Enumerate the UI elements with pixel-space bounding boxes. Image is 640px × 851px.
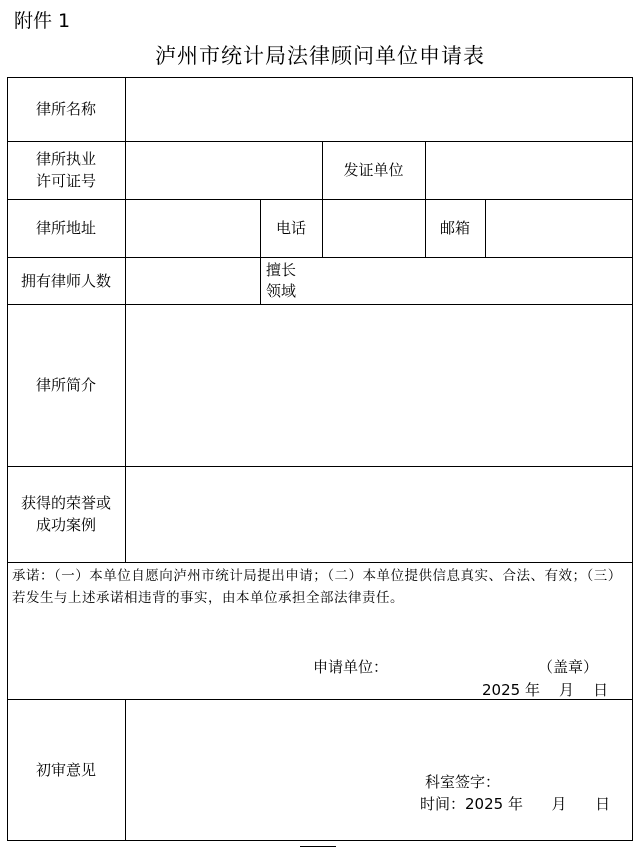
label-intro: 律所简介 <box>35 376 96 394</box>
label-license-number: 律所执业 许可证号 <box>35 150 96 190</box>
label-address: 律所地址 <box>35 219 96 237</box>
label-email: 邮箱 <box>439 219 470 237</box>
column-divider <box>485 199 486 257</box>
column-divider <box>125 699 126 841</box>
seal-label: （盖章） <box>538 658 599 676</box>
form-title: 泸州市统计局法律顾问单位申请表 <box>155 44 485 68</box>
label-firm-name: 律所名称 <box>35 100 96 118</box>
column-divider <box>125 77 126 562</box>
applicant-unit-label: 申请单位： <box>313 658 389 676</box>
attachment-label: 附件 1 <box>14 10 71 32</box>
label-initial-review: 初审意见 <box>35 761 96 779</box>
label-issuing-unit: 发证单位 <box>343 161 404 179</box>
pledge-text: 承诺：（一）本单位自愿向泸州市统计局提出申请；（二）本单位提供信息真实、合法、有效；（三）若发生与上述承诺相违背的事实，由本单位承担全部法律责任。 <box>12 568 622 606</box>
label-phone: 电话 <box>275 219 306 237</box>
review-date: 时间：2025 年 月 日 <box>420 795 611 813</box>
row-divider <box>7 562 633 563</box>
label-specialty: 擅长 领域 <box>265 260 296 300</box>
page-footer-mark <box>300 846 336 847</box>
pledge-date: 2025 年 月 日 <box>482 681 609 699</box>
section-signature-label: 科室签字： <box>425 773 501 791</box>
label-honors: 获得的荣誉或 成功案例 <box>20 494 111 534</box>
label-lawyer-count: 拥有律师人数 <box>20 271 111 290</box>
